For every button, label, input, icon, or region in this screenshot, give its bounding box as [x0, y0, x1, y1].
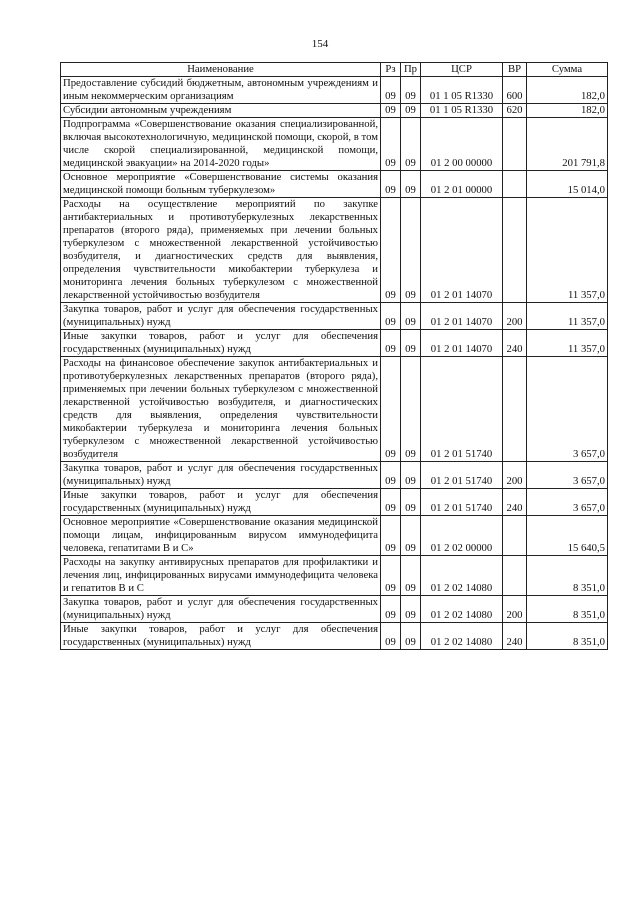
- cell-sum: 201 791,8: [527, 118, 608, 171]
- cell-name: Подпрограмма «Совершенствование оказания специализированной, включая высокотехнологичную, медицинской помощи, скорой, в том числе скорой специализированной, медицинской помощи, медицинской эвакуации» на 2014-2020 годы»: [61, 118, 381, 171]
- cell-rz: 09: [381, 357, 401, 462]
- header-name: Наименование: [61, 63, 381, 77]
- cell-sum: 11 357,0: [527, 303, 608, 330]
- table-row: [61, 623, 608, 650]
- cell-name: Предоставление субсидий бюджетным, автономным учреждениям и иным некоммерческим организациям: [61, 77, 381, 104]
- cell-vr: 240: [503, 623, 527, 650]
- cell-pr: 09: [401, 303, 421, 330]
- cell-name: Субсидии автономным учреждениям: [61, 104, 381, 118]
- table-row: [61, 77, 608, 104]
- cell-name: Иные закупки товаров, работ и услуг для обеспечения государственных (муниципальных) нужд: [61, 330, 381, 357]
- cell-pr: 09: [401, 462, 421, 489]
- cell-csr: 01 2 01 51740: [421, 462, 503, 489]
- table-row: [61, 516, 608, 556]
- cell-vr: [503, 171, 527, 198]
- cell-pr: 09: [401, 104, 421, 118]
- cell-pr: 09: [401, 171, 421, 198]
- cell-csr: 01 2 01 14070: [421, 303, 503, 330]
- cell-vr: 620: [503, 104, 527, 118]
- cell-vr: 200: [503, 462, 527, 489]
- cell-csr: 01 2 01 14070: [421, 198, 503, 303]
- header-rz: Рз: [381, 63, 401, 77]
- table-row: [61, 556, 608, 596]
- cell-csr: 01 2 02 14080: [421, 623, 503, 650]
- cell-csr: 01 2 02 14080: [421, 556, 503, 596]
- cell-sum: 15 014,0: [527, 171, 608, 198]
- table-row: [61, 596, 608, 623]
- cell-csr: 01 2 01 51740: [421, 489, 503, 516]
- cell-sum: 15 640,5: [527, 516, 608, 556]
- cell-csr: 01 1 05 R1330: [421, 77, 503, 104]
- cell-vr: [503, 118, 527, 171]
- cell-name: Основное мероприятие «Совершенствование оказания медицинской помощи лицам, инфицированным вирусом иммунодефицита человека, гепатитами B и C»: [61, 516, 381, 556]
- header-csr: ЦСР: [421, 63, 503, 77]
- cell-rz: 09: [381, 198, 401, 303]
- cell-vr: 600: [503, 77, 527, 104]
- cell-name: Расходы на осуществление мероприятий по закупке антибактериальных и противотуберкулезных лекарственных препаратов (второго ряда), применяемых при лечении больных туберкулезом с множественной лекарственной устойчивостью возбудителя, и диагностических средств для выявления, определения чувствительности микобактерии туберкулеза и мониторинга лечения больных туберкулезом с множественной лекарственной устойчивостью возбудителя: [61, 198, 381, 303]
- cell-pr: 09: [401, 516, 421, 556]
- cell-rz: 09: [381, 118, 401, 171]
- cell-rz: 09: [381, 303, 401, 330]
- cell-name: Расходы на закупку антивирусных препаратов для профилактики и лечения лиц, инфицированных вирусами иммунодефицита человека и гепатитов B и C: [61, 556, 381, 596]
- cell-vr: [503, 556, 527, 596]
- table-row: [61, 118, 608, 171]
- table-row: [61, 303, 608, 330]
- cell-pr: 09: [401, 118, 421, 171]
- cell-vr: 240: [503, 489, 527, 516]
- cell-sum: 8 351,0: [527, 596, 608, 623]
- cell-name: Иные закупки товаров, работ и услуг для обеспечения государственных (муниципальных) нужд: [61, 489, 381, 516]
- table-row: [61, 104, 608, 118]
- cell-name: Закупка товаров, работ и услуг для обеспечения государственных (муниципальных) нужд: [61, 303, 381, 330]
- cell-sum: 11 357,0: [527, 330, 608, 357]
- table-row: [61, 489, 608, 516]
- cell-sum: 3 657,0: [527, 489, 608, 516]
- table-header: [61, 63, 608, 77]
- header-sum: Сумма: [527, 63, 608, 77]
- cell-sum: 3 657,0: [527, 357, 608, 462]
- cell-rz: 09: [381, 489, 401, 516]
- cell-csr: 01 2 02 00000: [421, 516, 503, 556]
- cell-pr: 09: [401, 623, 421, 650]
- cell-name: Расходы на финансовое обеспечение закупок антибактериальных и противотуберкулезных лекарственных препаратов (второго ряда), применяемых при лечении больных туберкулезом с множественной лекарственной устойчивостью возбудителя, и диагностических средств для выявления, определения чувствительности микобактерии туберкулеза и мониторинга лечения больных туберкулезом с множественной лекарственной устойчивостью возбудителя: [61, 357, 381, 462]
- table-row: [61, 462, 608, 489]
- cell-sum: 182,0: [527, 77, 608, 104]
- cell-pr: 09: [401, 77, 421, 104]
- cell-csr: 01 2 01 51740: [421, 357, 503, 462]
- cell-csr: 01 1 05 R1330: [421, 104, 503, 118]
- cell-vr: 200: [503, 303, 527, 330]
- table-row: [61, 357, 608, 462]
- page-number: 154: [311, 38, 329, 50]
- cell-rz: 09: [381, 556, 401, 596]
- cell-rz: 09: [381, 516, 401, 556]
- cell-vr: [503, 357, 527, 462]
- cell-vr: 240: [503, 330, 527, 357]
- cell-pr: 09: [401, 357, 421, 462]
- cell-name: Основное мероприятие «Совершенствование системы оказания медицинской помощи больным туберкулезом»: [61, 171, 381, 198]
- cell-name: Иные закупки товаров, работ и услуг для обеспечения государственных (муниципальных) нужд: [61, 623, 381, 650]
- table-row: [61, 330, 608, 357]
- table-row: [61, 198, 608, 303]
- cell-vr: [503, 198, 527, 303]
- cell-name: Закупка товаров, работ и услуг для обеспечения государственных (муниципальных) нужд: [61, 462, 381, 489]
- cell-sum: 3 657,0: [527, 462, 608, 489]
- cell-csr: 01 2 01 00000: [421, 171, 503, 198]
- cell-csr: 01 2 01 14070: [421, 330, 503, 357]
- table-row: [61, 171, 608, 198]
- header-vr: ВР: [503, 63, 527, 77]
- cell-csr: 01 2 02 14080: [421, 596, 503, 623]
- header-pr: Пр: [401, 63, 421, 77]
- cell-rz: 09: [381, 171, 401, 198]
- cell-rz: 09: [381, 623, 401, 650]
- cell-pr: 09: [401, 330, 421, 357]
- cell-pr: 09: [401, 489, 421, 516]
- cell-rz: 09: [381, 462, 401, 489]
- cell-rz: 09: [381, 77, 401, 104]
- cell-rz: 09: [381, 104, 401, 118]
- cell-sum: 11 357,0: [527, 198, 608, 303]
- cell-vr: [503, 516, 527, 556]
- cell-rz: 09: [381, 330, 401, 357]
- table-body: [61, 77, 608, 650]
- budget-table: [60, 62, 608, 650]
- cell-sum: 182,0: [527, 104, 608, 118]
- cell-vr: 200: [503, 596, 527, 623]
- cell-sum: 8 351,0: [527, 556, 608, 596]
- cell-rz: 09: [381, 596, 401, 623]
- header-row: [61, 63, 608, 77]
- cell-pr: 09: [401, 556, 421, 596]
- cell-pr: 09: [401, 596, 421, 623]
- cell-name: Закупка товаров, работ и услуг для обеспечения государственных (муниципальных) нужд: [61, 596, 381, 623]
- cell-sum: 8 351,0: [527, 623, 608, 650]
- cell-csr: 01 2 00 00000: [421, 118, 503, 171]
- cell-pr: 09: [401, 198, 421, 303]
